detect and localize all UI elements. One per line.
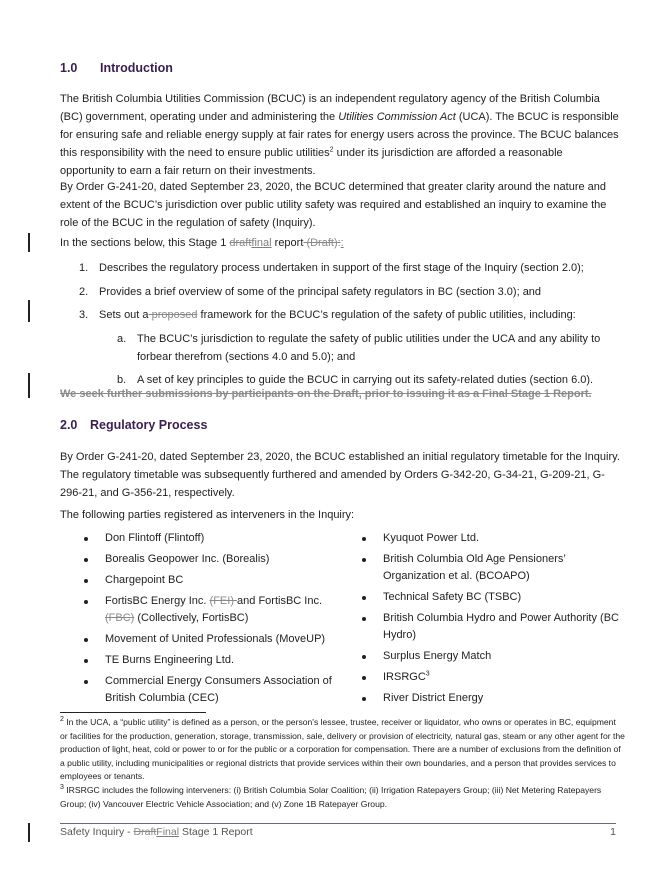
section-title: Regulatory Process	[90, 418, 208, 432]
section-number: 1.0	[60, 61, 78, 75]
bullet-icon	[84, 558, 88, 562]
bullet-icon	[84, 600, 88, 604]
section-title: Introduction	[100, 61, 173, 75]
change-bar	[28, 823, 30, 842]
bullet-icon	[362, 558, 366, 562]
page-footer: Safety Inquiry - DraftFinal Stage 1 Report 1	[60, 826, 616, 838]
act-name: Utilities Commission Act	[338, 111, 456, 123]
deleted-text: Draft	[133, 826, 157, 838]
intro-paragraph-1: The British Columbia Utilities Commission (BCUC) is an independent regulatory agency of the British Columbia (BC) government, operating under and administering the Utilities Commission Act (UCA). The BCUC is responsible for ensuring safe and reliable energy supply at fair rates for energy users across the province. The BCUC balances this responsibility with the need to ensure public utilities$^2$ under its jurisdiction are afforded a reasonable opportunity to earn a fair return on their investments.	[60, 93, 619, 177]
footnote-separator	[60, 712, 206, 713]
bullet-icon	[362, 655, 366, 659]
deleted-text: draft	[229, 237, 252, 249]
list-item: Kyuquot Power Ltd.	[362, 530, 622, 547]
change-bar	[28, 300, 30, 322]
change-bar	[28, 233, 30, 252]
document-page: 1.0 Introduction The British Columbia Utilities Commission (BCUC) is an independent regulatory agency of the British Columbia (BC) government, operating under and administering the Utilities Commission Act (UCA). The BCUC is responsible for ensuring safe and reliable energy supply at fair rates for energy users across the province. The BCUC balances this responsibility with the need to ensure public utilities$^2$ under its jurisdiction are afforded a reasonable opportunity to earn a fair return on their investments. By Order G-241-20, dated September 23, 2020, the BCUC determined that greater clarity around the nature and extent of the BCUC’s jurisdiction over public utility safety was required and established an inquiry to examine the role of the BCUC in the regulation of safety (Inquiry). In the sections below, this Stage 1 draftfinal report (Draft):: 1. Describes the regulatory process undertaken in support of the first stage of the Inquiry (section 2.0); 2. Provides a brief overview of some of the principal safety regulators in BC (section 3.0); and 3. Sets out a proposed framework for the BCUC’s regulation of the safety of public utilities, including: a. The BCUC’s jurisdiction to regulate the safety of public utilities under the UCA and any ability to forbear therefrom (sections 4.0 and 5.0); and b. A set of key principles to guide the BCUC in carrying out its safety-related duties (section 6.0). We seek further submissions by participants on the Draft, prior to issuing it as a Final Stage 1 Report. 2.0 Regulatory Process By Order G-241-20, dated September 23, 2020, the BCUC established an initial regulatory timetable for the Inquiry. The regulatory timetable was subsequently furthered and amended by Orders G-342-20, G-34-21, G-209-21, G-296-21, and G-356-21, respectively. The following parties registered as interveners in the Inquiry: Don Flintoff (Flintoff) Borealis Geopower Inc. (Borealis) Chargepoint BC FortisBC Energy Inc. (FEI) and FortisBC Inc. (FBC) (Collectively, FortisBC) Movement of United Professionals (MoveUP) TE Burns Engineering Ltd. Commercial Energy Consumers Association of British Columbia (CEC) Kyuquot Power Ltd. British Columbia Old Age Pensioners’ Organization et al. (BCOAPO) Technical Safety BC (TSBC) British Columbia Hydro and Power Authority (BC Hydro) Surplus Energy Match IRSRGC$^3$ River District Energy $^2$ In the UCA, a “public utility” is defined as a person, or the person's lessee, trustee, receiver or liquidator, who owns or operates in BC, equipment or facilities for the production, generation, storage, transmission, sale, delivery or provision of electricity, natural gas, steam or any other agent for the production of light, heat, cold or power to or for the public or a corporation for compensation. There are a number of exclusions from the definition of a public utility, including municipalities or regional districts that provide services within their own boundaries, and a person that provides services to employees or tenants. $^3$ IRSRGC includes the following interveners: (i) British Columbia Solar Coalition; (ii) Irrigation Ratepayers Group; (iii) Net Metering Ratepayers Group; (iv) Vancouver Electric Vehicle Association; and (v) Zone 1B Ratepayer Group. Safety Inquiry - DraftFinal Stage 1 Report 1	[0, 0, 672, 870]
deleted-text: (Draft):	[303, 237, 341, 249]
intro-paragraph-3: In the sections below, this Stage 1 draftfinal report (Draft)::	[60, 237, 344, 249]
bullet-icon	[362, 617, 366, 621]
footer-rule	[60, 823, 616, 824]
list-item: Movement of United Professionals (MoveUP)	[84, 631, 344, 648]
bullet-icon	[362, 697, 366, 701]
list-item: Chargepoint BC	[84, 572, 344, 589]
page-number: 1	[610, 826, 616, 838]
footnote-2: $^2$ In the UCA, a “public utility” is defined as a person, or the person's lessee, trustee, receiver or liquidator, who owns or operates in BC, equipment or facilities for the production, generation, storage, transmission, sale, delivery or provision of electricity, natural gas, steam or any other agent for the production of light, heat, cold or power to or for the public or a corporation for compensation. There are a number of exclusions from the definition of a public utility, including municipalities or regional districts that provide services within their own boundaries, and a person that provides services to employees or tenants.	[60, 716, 625, 782]
list-item: Commercial Energy Consumers Association of British Columbia (CEC)	[84, 673, 344, 707]
process-paragraph-1: By Order G-241-20, dated September 23, 2020, the BCUC established an initial regulatory timetable for the Inquiry. The regulatory timetable was subsequently furthered and amended by Orders G-342-20, G-34-21, G-209-21, G-296-21, and G-356-21, respectively.	[60, 451, 620, 499]
inserted-text: Final	[156, 826, 180, 838]
intro-paragraph-2: By Order G-241-20, dated September 23, 2020, the BCUC determined that greater clarity around the nature and extent of the BCUC’s jurisdiction over public utility safety was required and established an inquiry to examine the role of the BCUC in the regulation of safety (Inquiry).	[60, 181, 607, 229]
list-item: Surplus Energy Match	[362, 648, 622, 665]
footnote-ref-3[interactable]: 3	[425, 670, 430, 678]
list-item: River District Energy	[362, 690, 622, 707]
footnote-3: $^3$ IRSRGC includes the following interveners: (i) British Columbia Solar Coalition; (ii) Irrigation Ratepayers Group; (iii) Net Metering Ratepayers Group; (iv) Vancouver Electric Vehicle Association; and (v) Zone 1B Ratepayer Group.	[60, 784, 602, 809]
deleted-text: (FBC)	[105, 612, 135, 624]
list-item: British Columbia Old Age Pensioners’ Organization et al. (BCOAPO)	[362, 551, 622, 585]
bullet-icon	[84, 680, 88, 684]
deleted-text: (FEI)	[209, 595, 238, 607]
bullet-icon	[362, 596, 366, 600]
bullet-icon	[362, 537, 366, 541]
interveners-list-left	[84, 530, 344, 711]
inserted-text: final	[251, 237, 272, 249]
list-item: IRSRGC$^3$	[362, 669, 622, 686]
footnote-ref-2[interactable]: 2	[329, 146, 334, 154]
bullet-icon	[84, 659, 88, 663]
bullet-icon	[84, 537, 88, 541]
process-paragraph-2: The following parties registered as interveners in the Inquiry:	[60, 509, 355, 521]
list-item: TE Burns Engineering Ltd.	[84, 652, 344, 669]
list-item: Borealis Geopower Inc. (Borealis)	[84, 551, 344, 568]
footnotes	[60, 716, 625, 811]
inserted-text: :	[340, 237, 344, 249]
change-bar	[28, 373, 30, 398]
deleted-text: proposed	[148, 309, 198, 321]
deleted-sentence: We seek further submissions by participants on the Draft, prior to issuing it as a Final Stage 1 Report.	[60, 388, 592, 400]
section-number: 2.0	[60, 418, 78, 432]
list-item: FortisBC Energy Inc. (FEI) and FortisBC Inc. (FBC) (Collectively, FortisBC)	[84, 593, 344, 627]
bullet-icon	[362, 676, 366, 680]
interveners-list-right	[362, 530, 622, 711]
bullet-icon	[84, 579, 88, 583]
section-heading-regulatory-process	[60, 418, 207, 432]
section-heading-introduction	[60, 61, 173, 75]
list-item: Don Flintoff (Flintoff)	[84, 530, 344, 547]
list-item: Technical Safety BC (TSBC)	[362, 589, 622, 606]
bullet-icon	[84, 638, 88, 642]
list-item: British Columbia Hydro and Power Authority (BC Hydro)	[362, 610, 622, 644]
